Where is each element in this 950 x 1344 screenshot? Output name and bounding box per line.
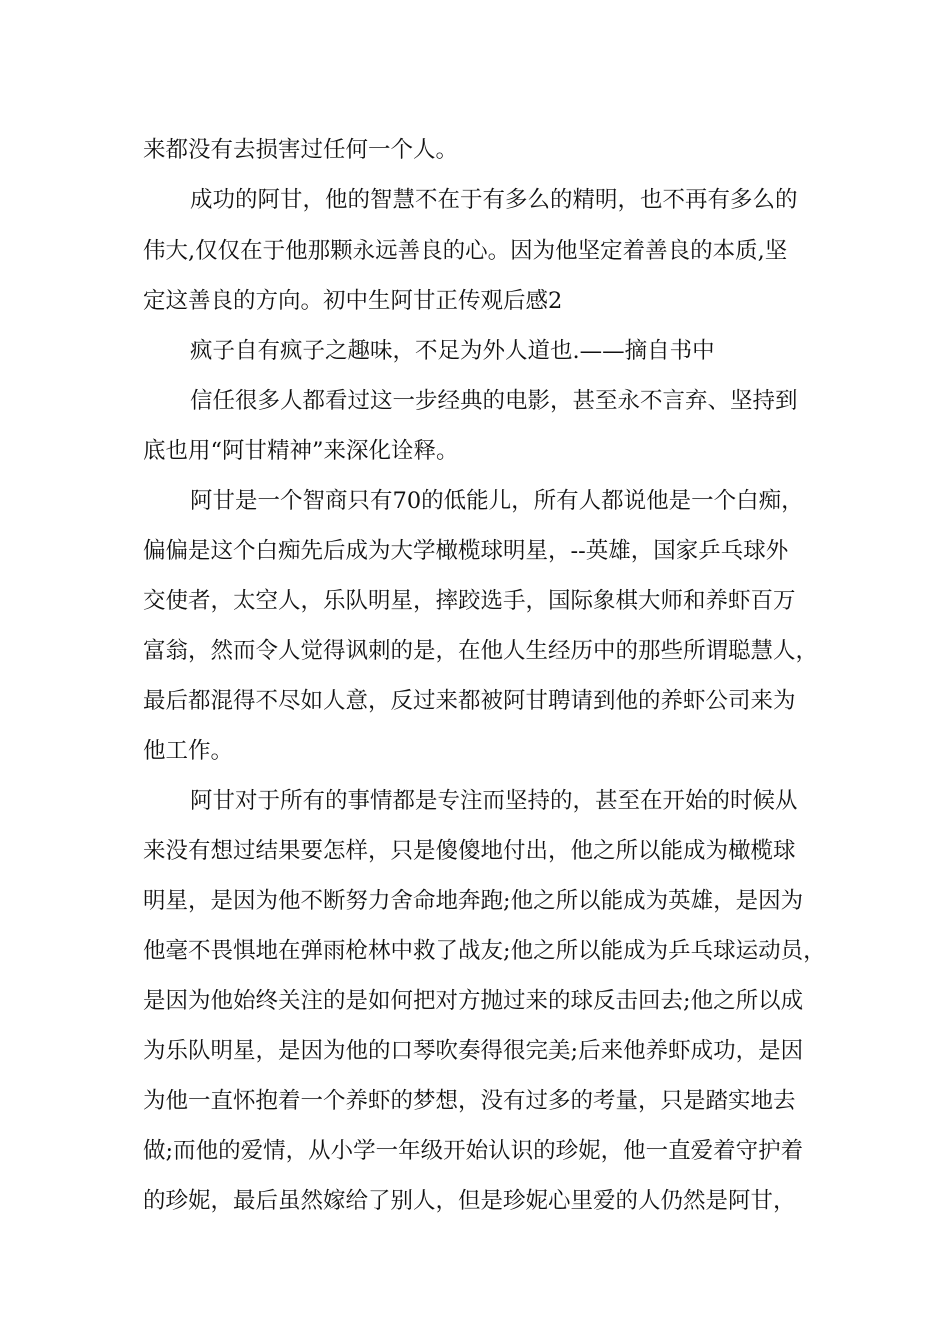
text-line: 最后都混得不尽如人意，反过来都被阿甘聘请到他的养虾公司来为 <box>143 688 796 714</box>
text-line: 为乐队明星，是因为他的口琴吹奏得很完美;后来他养虾成功，是因 <box>143 1038 804 1064</box>
text-line: 交使者，太空人，乐队明星，摔跤选手，国际象棋大师和养虾百万 <box>143 588 796 614</box>
text-line: 他毫不畏惧地在弹雨枪林中救了战友;他之所以能成为乒乓球运动员， <box>143 938 826 964</box>
text-line: 定这善良的方向。初中生阿甘正传观后感2 <box>143 288 563 314</box>
paragraph-first-line: 成功的阿甘，他的智慧不在于有多么的精明，也不再有多么的 <box>190 187 798 213</box>
text-line: 来没有想过结果要怎样，只是傻傻地付出，他之所以能成为橄榄球 <box>143 838 796 864</box>
text-line: 为他一直怀抱着一个养虾的梦想，没有过多的考量，只是踏实地去 <box>143 1088 796 1114</box>
text-line: 明星，是因为他不断努力舍命地奔跑;他之所以能成为英雄，是因为 <box>143 888 804 914</box>
paragraph-first-line: 疯子自有疯子之趣味，不足为外人道也.——摘自书中 <box>190 338 715 364</box>
paragraph-first-line: 阿甘对于所有的事情都是专注而坚持的，甚至在开始的时候从 <box>190 788 798 814</box>
text-line: 伟大,仅仅在于他那颗永远善良的心。因为他坚定着善良的本质,坚 <box>143 238 788 264</box>
text-line: 做;而他的爱情，从小学一年级开始认识的珍妮，他一直爱着守护着 <box>143 1138 804 1164</box>
text-line: 来都没有去损害过任何一个人。 <box>143 137 459 163</box>
text-line: 底也用“阿甘精神”来深化诠释。 <box>143 438 459 464</box>
text-line: 偏偏是这个白痴先后成为大学橄榄球明星，--英雄，国家乒乓球外 <box>143 538 789 564</box>
text-line: 是因为他始终关注的是如何把对方抛过来的球反击回去;他之所以成 <box>143 988 804 1014</box>
text-line: 富翁，然而令人觉得讽刺的是，在他人生经历中的那些所谓聪慧人， <box>143 638 819 664</box>
text-line: 他工作。 <box>143 738 234 764</box>
paragraph-first-line: 信任很多人都看过这一步经典的电影，甚至永不言弃、坚持到 <box>190 388 798 414</box>
text-line: 的珍妮，最后虽然嫁给了别人，但是珍妮心里爱的人仍然是阿甘， <box>143 1188 796 1214</box>
paragraph-first-line: 阿甘是一个智商只有70的低能儿，所有人都说他是一个白痴， <box>190 488 804 514</box>
